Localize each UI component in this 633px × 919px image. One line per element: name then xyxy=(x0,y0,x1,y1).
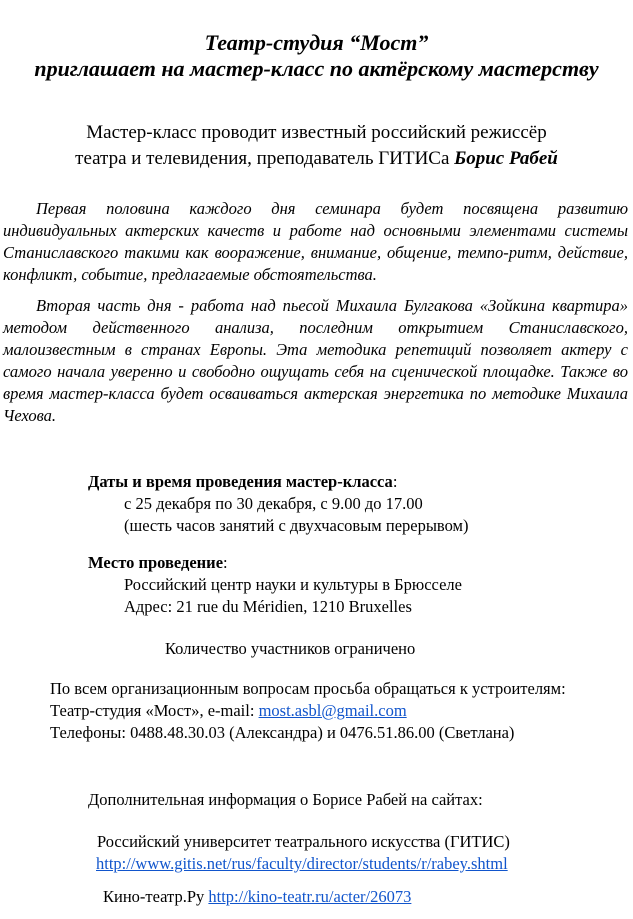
gitis-link-line xyxy=(96,853,633,875)
lecturer-name: Борис Рабей xyxy=(454,148,558,169)
more-info-heading-bold: Дополнительная информация о Борисе Рабей xyxy=(88,790,408,809)
location-line-2: Адрес: 21 rue du Méridien, 1210 Bruxelles xyxy=(124,597,412,616)
kino-link[interactable]: http://kino-teatr.ru/acter/26073 xyxy=(208,887,412,906)
contacts-block xyxy=(50,678,633,744)
location-heading-colon: : xyxy=(223,553,228,572)
contacts-line-1: По всем организационным вопросам просьба обращаться к устроителям: xyxy=(50,679,566,698)
dates-line-1: с 25 декабря по 30 декабря, с 9.00 до 17.00 xyxy=(124,494,423,513)
participants-note: Количество участников ограничено xyxy=(165,639,416,658)
more-info-heading xyxy=(88,789,633,811)
intro-paragraph-1: Первая половина каждого дня семинара будет посвящена развитию индивидуальных актерских качеств и работе над основными элементами системы Станиславского такими как вооражение, внимание, общение, темпо-ритм, действие, конфликт, событие, предлагаемые обстоятельства. xyxy=(3,199,628,284)
contacts-line-2 xyxy=(50,700,633,722)
location-heading xyxy=(88,552,633,574)
gitis-site-label: Российский университет театрального искусства (ГИТИС) xyxy=(97,832,510,851)
contacts-line-2-text: Театр-студия «Мост», e-mail: xyxy=(50,701,259,720)
subtitle-line-2 xyxy=(0,146,633,172)
email-link[interactable]: most.asbl@gmail.com xyxy=(258,701,407,720)
gitis-link[interactable]: http://www.gitis.net/rus/faculty/director/students/r/rabey.shtml xyxy=(96,854,508,873)
more-info-heading-rest: на сайтах: xyxy=(407,790,483,809)
subtitle-line-2-text: театра и телевидения, преподаватель ГИТИСа xyxy=(75,148,455,169)
kino-line xyxy=(103,886,633,908)
document-subtitle xyxy=(0,120,633,172)
dates-line-2: (шесть часов занятий с двухчасовым перерывом) xyxy=(124,516,469,535)
intro-paragraph-2: Вторая часть дня - работа над пьесой Михаила Булгакова «Зойкина квартира» методом действенного анализа, последним открытием Станиславского, малоизвестным в странах Европы. Эта методика репетиций позволяет актеру с самого начала уверенно и свободно ощущать себя на сценической площадке. Также во время мастер-класса будет осваиваться актерская энергетика по методике Михаила Чехова. xyxy=(3,296,628,425)
subtitle-line-1: Мастер-класс проводит известный российский режиссёр xyxy=(86,122,547,143)
dates-heading-colon: : xyxy=(392,472,398,491)
contacts-line-3: Телефоны: 0488.48.30.03 (Александра) и 0476.51.86.00 (Светлана) xyxy=(50,723,515,742)
dates-heading-text: Даты и время проведения мастер-класса xyxy=(88,472,393,491)
kino-site-label: Кино-театр.Ру xyxy=(103,887,209,906)
dates-heading xyxy=(88,471,633,493)
document-title xyxy=(0,30,633,82)
document-page xyxy=(0,30,633,919)
title-line-1: Театр-студия “Мост” xyxy=(204,30,429,55)
location-heading-text: Место проведение xyxy=(88,553,224,572)
location-line-1: Российский центр науки и культуры в Брюсселе xyxy=(124,575,462,594)
title-line-2: приглашает на мастер-класс по актёрскому мастерству xyxy=(34,56,599,81)
